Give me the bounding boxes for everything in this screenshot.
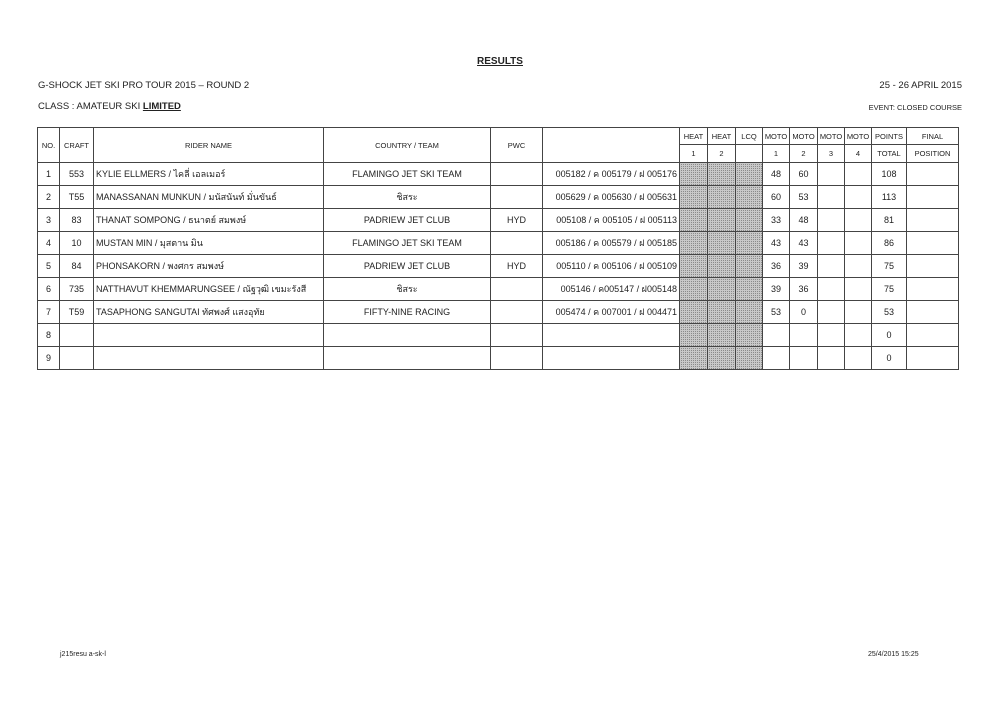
col-moto-4: MOTO xyxy=(845,128,872,145)
col-registration xyxy=(543,128,680,163)
moto-2-score: 0 xyxy=(790,301,818,324)
row-number: 7 xyxy=(38,301,60,324)
lcq-cell xyxy=(736,163,763,186)
col-pwc: PWC xyxy=(491,128,543,163)
heat-2-cell xyxy=(708,278,736,301)
col-heat-2: HEAT xyxy=(708,128,736,145)
registration-numbers: 005474 / ค 007001 / ฝ 004471 xyxy=(543,301,680,324)
row-number: 8 xyxy=(38,324,60,347)
results-table xyxy=(37,127,959,370)
final-position xyxy=(907,347,959,370)
table-row xyxy=(38,278,959,301)
lcq-cell xyxy=(736,347,763,370)
moto-2-score xyxy=(790,324,818,347)
row-number: 2 xyxy=(38,186,60,209)
points-total: 53 xyxy=(872,301,907,324)
points-total: 75 xyxy=(872,278,907,301)
table-row xyxy=(38,324,959,347)
heat-1-cell xyxy=(680,324,708,347)
final-position xyxy=(907,255,959,278)
col-final: FINAL xyxy=(907,128,959,145)
lcq-cell xyxy=(736,232,763,255)
col-heat-1: HEAT xyxy=(680,128,708,145)
lcq-cell xyxy=(736,278,763,301)
pwc-cell: HYD xyxy=(491,255,543,278)
moto-2-score: 60 xyxy=(790,163,818,186)
country-team: FIFTY-NINE RACING xyxy=(324,301,491,324)
col-craft: CRAFT xyxy=(60,128,94,163)
col-heat-1-num: 1 xyxy=(680,145,708,163)
heat-1-cell xyxy=(680,347,708,370)
registration-numbers: 005186 / ค 005579 / ฝ 005185 xyxy=(543,232,680,255)
moto-3-score xyxy=(818,301,845,324)
moto-3-score xyxy=(818,232,845,255)
heat-2-cell xyxy=(708,347,736,370)
registration-numbers xyxy=(543,347,680,370)
header-row-1 xyxy=(38,128,959,145)
rider-name xyxy=(94,347,324,370)
moto-4-score xyxy=(845,209,872,232)
rider-name: MANASSANAN MUNKUN / มนัสนันท์ มั่นขันธ์ xyxy=(94,186,324,209)
moto-1-score xyxy=(763,347,790,370)
heat-2-cell xyxy=(708,163,736,186)
heat-1-cell xyxy=(680,232,708,255)
table-row xyxy=(38,347,959,370)
table-row xyxy=(38,232,959,255)
craft-number: 553 xyxy=(60,163,94,186)
event-date: 25 - 26 APRIL 2015 xyxy=(879,80,962,91)
lcq-cell xyxy=(736,324,763,347)
country-team: FLAMINGO JET SKI TEAM xyxy=(324,163,491,186)
moto-2-score: 39 xyxy=(790,255,818,278)
heat-1-cell xyxy=(680,278,708,301)
col-lcq-blank xyxy=(736,145,763,163)
col-lcq: LCQ xyxy=(736,128,763,145)
footer-timestamp: 25/4/2015 15:25 xyxy=(868,651,919,658)
moto-3-score xyxy=(818,255,845,278)
points-total: 86 xyxy=(872,232,907,255)
table-row xyxy=(38,255,959,278)
heat-1-cell xyxy=(680,163,708,186)
registration-numbers: 005108 / ค 005105 / ฝ 005113 xyxy=(543,209,680,232)
heat-2-cell xyxy=(708,301,736,324)
rider-name: KYLIE ELLMERS / ไคลี่ เอลเมอร์ xyxy=(94,163,324,186)
points-total: 108 xyxy=(872,163,907,186)
col-heat-2-num: 2 xyxy=(708,145,736,163)
pwc-cell xyxy=(491,232,543,255)
col-country-team: COUNTRY / TEAM xyxy=(324,128,491,163)
moto-2-score: 43 xyxy=(790,232,818,255)
col-no: NO. xyxy=(38,128,60,163)
final-position xyxy=(907,186,959,209)
country-team: ชิสระ xyxy=(324,186,491,209)
moto-1-score: 60 xyxy=(763,186,790,209)
registration-numbers: 005110 / ค 005106 / ฝ 005109 xyxy=(543,255,680,278)
craft-number: T55 xyxy=(60,186,94,209)
country-team: PADRIEW JET CLUB xyxy=(324,209,491,232)
moto-4-score xyxy=(845,255,872,278)
moto-3-score xyxy=(818,163,845,186)
points-total: 113 xyxy=(872,186,907,209)
craft-number: 83 xyxy=(60,209,94,232)
moto-4-score xyxy=(845,163,872,186)
registration-numbers: 005182 / ค 005179 / ฝ 005176 xyxy=(543,163,680,186)
page-title: RESULTS xyxy=(477,56,523,67)
country-team: ชิสระ xyxy=(324,278,491,301)
points-total: 75 xyxy=(872,255,907,278)
craft-number: 10 xyxy=(60,232,94,255)
table-row xyxy=(38,186,959,209)
rider-name: NATTHAVUT KHEMMARUNGSEE / ณัฐวุฒิ เขมะรังสี xyxy=(94,278,324,301)
craft-number xyxy=(60,347,94,370)
col-moto-3-num: 3 xyxy=(818,145,845,163)
moto-1-score: 48 xyxy=(763,163,790,186)
row-number: 9 xyxy=(38,347,60,370)
col-moto-2: MOTO xyxy=(790,128,818,145)
heat-1-cell xyxy=(680,255,708,278)
moto-4-score xyxy=(845,347,872,370)
moto-1-score: 53 xyxy=(763,301,790,324)
registration-numbers xyxy=(543,324,680,347)
col-position: POSITION xyxy=(907,145,959,163)
country-team: FLAMINGO JET SKI TEAM xyxy=(324,232,491,255)
moto-1-score: 33 xyxy=(763,209,790,232)
lcq-cell xyxy=(736,209,763,232)
col-moto-2-num: 2 xyxy=(790,145,818,163)
moto-4-score xyxy=(845,301,872,324)
row-number: 6 xyxy=(38,278,60,301)
row-number: 1 xyxy=(38,163,60,186)
final-position xyxy=(907,232,959,255)
table-row xyxy=(38,301,959,324)
final-position xyxy=(907,278,959,301)
rider-name xyxy=(94,324,324,347)
lcq-cell xyxy=(736,255,763,278)
heat-1-cell xyxy=(680,209,708,232)
heat-2-cell xyxy=(708,255,736,278)
country-team: PADRIEW JET CLUB xyxy=(324,255,491,278)
col-points: POINTS xyxy=(872,128,907,145)
class-emphasis: LIMITED xyxy=(142,101,181,112)
heat-2-cell xyxy=(708,232,736,255)
row-number: 4 xyxy=(38,232,60,255)
pwc-cell xyxy=(491,186,543,209)
moto-4-score xyxy=(845,186,872,209)
craft-number: 735 xyxy=(60,278,94,301)
row-number: 3 xyxy=(38,209,60,232)
final-position xyxy=(907,209,959,232)
col-moto-4-num: 4 xyxy=(845,145,872,163)
col-moto-3: MOTO xyxy=(818,128,845,145)
class-prefix: CLASS : AMATEUR SKI xyxy=(38,101,143,112)
event-name: G-SHOCK JET SKI PRO TOUR 2015 – ROUND 2 xyxy=(38,80,250,91)
moto-4-score xyxy=(845,324,872,347)
country-team xyxy=(324,324,491,347)
rider-name: MUSTAN MIN / มุสตาน มิน xyxy=(94,232,324,255)
pwc-cell xyxy=(491,278,543,301)
rider-name: THANAT SOMPONG / ธนาตย์ สมพงษ์ xyxy=(94,209,324,232)
moto-1-score xyxy=(763,324,790,347)
col-moto-1: MOTO xyxy=(763,128,790,145)
moto-3-score xyxy=(818,347,845,370)
final-position xyxy=(907,324,959,347)
lcq-cell xyxy=(736,301,763,324)
rider-name: TASAPHONG SANGUTAI ทัศพงศ์ แสงอุทัย xyxy=(94,301,324,324)
craft-number: 84 xyxy=(60,255,94,278)
rider-name: PHONSAKORN / พงศกร สมพงษ์ xyxy=(94,255,324,278)
moto-3-score xyxy=(818,186,845,209)
pwc-cell: HYD xyxy=(491,209,543,232)
points-total: 81 xyxy=(872,209,907,232)
class-label xyxy=(38,101,181,112)
moto-3-score xyxy=(818,324,845,347)
heat-2-cell xyxy=(708,186,736,209)
lcq-cell xyxy=(736,186,763,209)
moto-3-score xyxy=(818,209,845,232)
final-position xyxy=(907,301,959,324)
event-type: EVENT: CLOSED COURSE xyxy=(868,103,962,112)
moto-1-score: 43 xyxy=(763,232,790,255)
pwc-cell xyxy=(491,347,543,370)
moto-3-score xyxy=(818,278,845,301)
heat-2-cell xyxy=(708,324,736,347)
moto-4-score xyxy=(845,278,872,301)
heat-1-cell xyxy=(680,301,708,324)
moto-4-score xyxy=(845,232,872,255)
registration-numbers: 005629 / ค 005630 / ฝ 005631 xyxy=(543,186,680,209)
country-team xyxy=(324,347,491,370)
craft-number: T59 xyxy=(60,301,94,324)
pwc-cell xyxy=(491,324,543,347)
table-row xyxy=(38,209,959,232)
moto-1-score: 36 xyxy=(763,255,790,278)
table-row xyxy=(38,163,959,186)
col-total: TOTAL xyxy=(872,145,907,163)
moto-2-score xyxy=(790,347,818,370)
final-position xyxy=(907,163,959,186)
pwc-cell xyxy=(491,163,543,186)
moto-2-score: 36 xyxy=(790,278,818,301)
footer-file-code: j215resu a-sk-l xyxy=(60,651,106,658)
heat-2-cell xyxy=(708,209,736,232)
moto-2-score: 53 xyxy=(790,186,818,209)
col-rider-name: RIDER NAME xyxy=(94,128,324,163)
row-number: 5 xyxy=(38,255,60,278)
moto-1-score: 39 xyxy=(763,278,790,301)
col-moto-1-num: 1 xyxy=(763,145,790,163)
points-total: 0 xyxy=(872,324,907,347)
pwc-cell xyxy=(491,301,543,324)
points-total: 0 xyxy=(872,347,907,370)
craft-number xyxy=(60,324,94,347)
heat-1-cell xyxy=(680,186,708,209)
registration-numbers: 005146 / ค005147 / ฝ005148 xyxy=(543,278,680,301)
moto-2-score: 48 xyxy=(790,209,818,232)
